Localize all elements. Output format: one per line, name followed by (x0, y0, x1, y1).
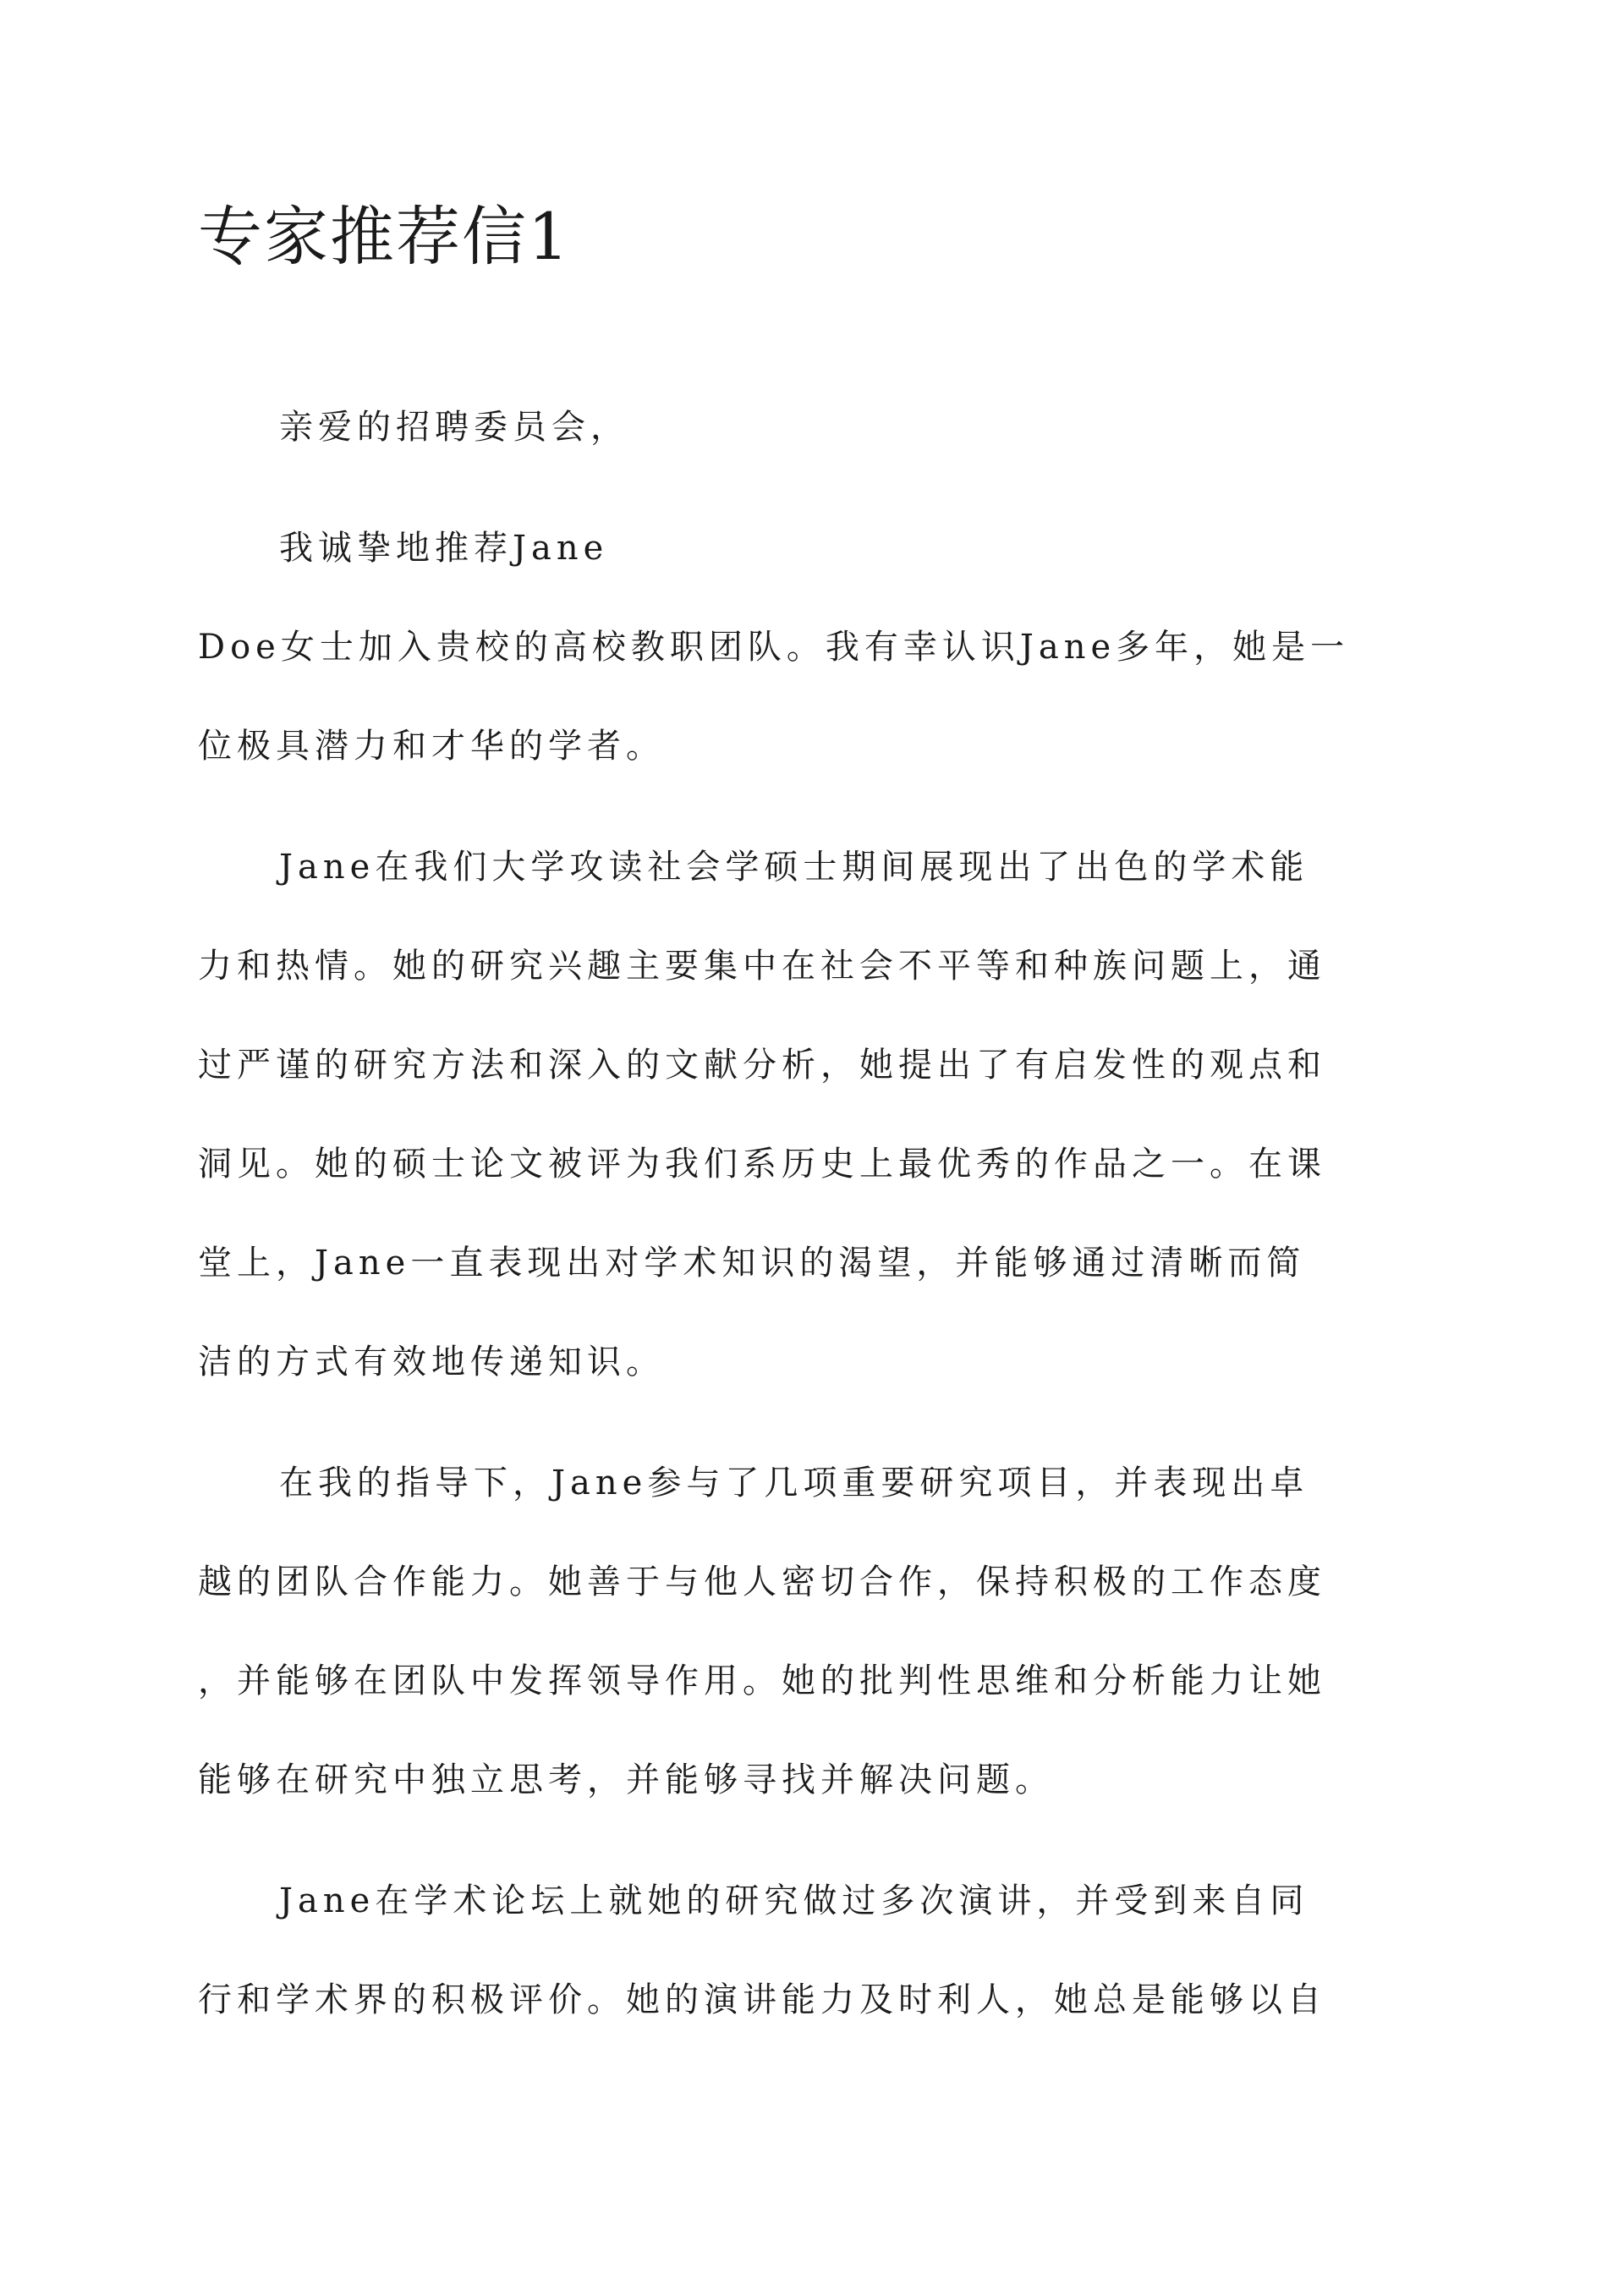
paragraph-3-line-3: ，并能够在团队中发挥领导作用。她的批判性思维和分析能力让她 (198, 1662, 1326, 1700)
paragraph-3-line-2: 越的团队合作能力。她善于与他人密切合作，保持积极的工作态度 (198, 1563, 1326, 1601)
paragraph-2-line-4: 洞见。她的硕士论文被评为我们系历史上最优秀的作品之一。在课 (198, 1145, 1326, 1184)
paragraph-3-line-1: 在我的指导下，Jane参与了几项重要研究项目，并表现出卓 (279, 1464, 1309, 1502)
paragraph-1-line-2: Doe女士加入贵校的高校教职团队。我有幸认识Jane多年，她是一 (198, 628, 1350, 667)
paragraph-2-line-3: 过严谨的研究方法和深入的文献分析，她提出了有启发性的观点和 (198, 1046, 1326, 1085)
paragraph-2-line-6: 洁的方式有效地传递知识。 (198, 1343, 665, 1381)
paragraph-2-line-1: Jane在我们大学攻读社会学硕士期间展现出了出色的学术能 (279, 848, 1309, 887)
paragraph-4-line-2: 行和学术界的积极评价。她的演讲能力及时利人，她总是能够以自 (198, 1980, 1326, 2019)
document-title: 专家推荐信1 (198, 199, 571, 274)
paragraph-2-line-5: 堂上，Jane一直表现出对学术知识的渴望，并能够通过清晰而简 (198, 1244, 1306, 1283)
paragraph-1-line-1: 我诚挚地推荐Jane (279, 529, 609, 568)
paragraph-3-line-4: 能够在研究中独立思考，并能够寻找并解决问题。 (198, 1760, 1054, 1799)
paragraph-2-line-2: 力和热情。她的研究兴趣主要集中在社会不平等和种族问题上，通 (198, 947, 1326, 986)
paragraph-4-line-1: Jane在学术论坛上就她的研究做过多次演讲，并受到来自同 (279, 1881, 1309, 1920)
paragraph-1-line-3: 位极具潜力和才华的学者。 (198, 727, 665, 766)
salutation-line: 亲爱的招聘委员会， (279, 408, 629, 447)
